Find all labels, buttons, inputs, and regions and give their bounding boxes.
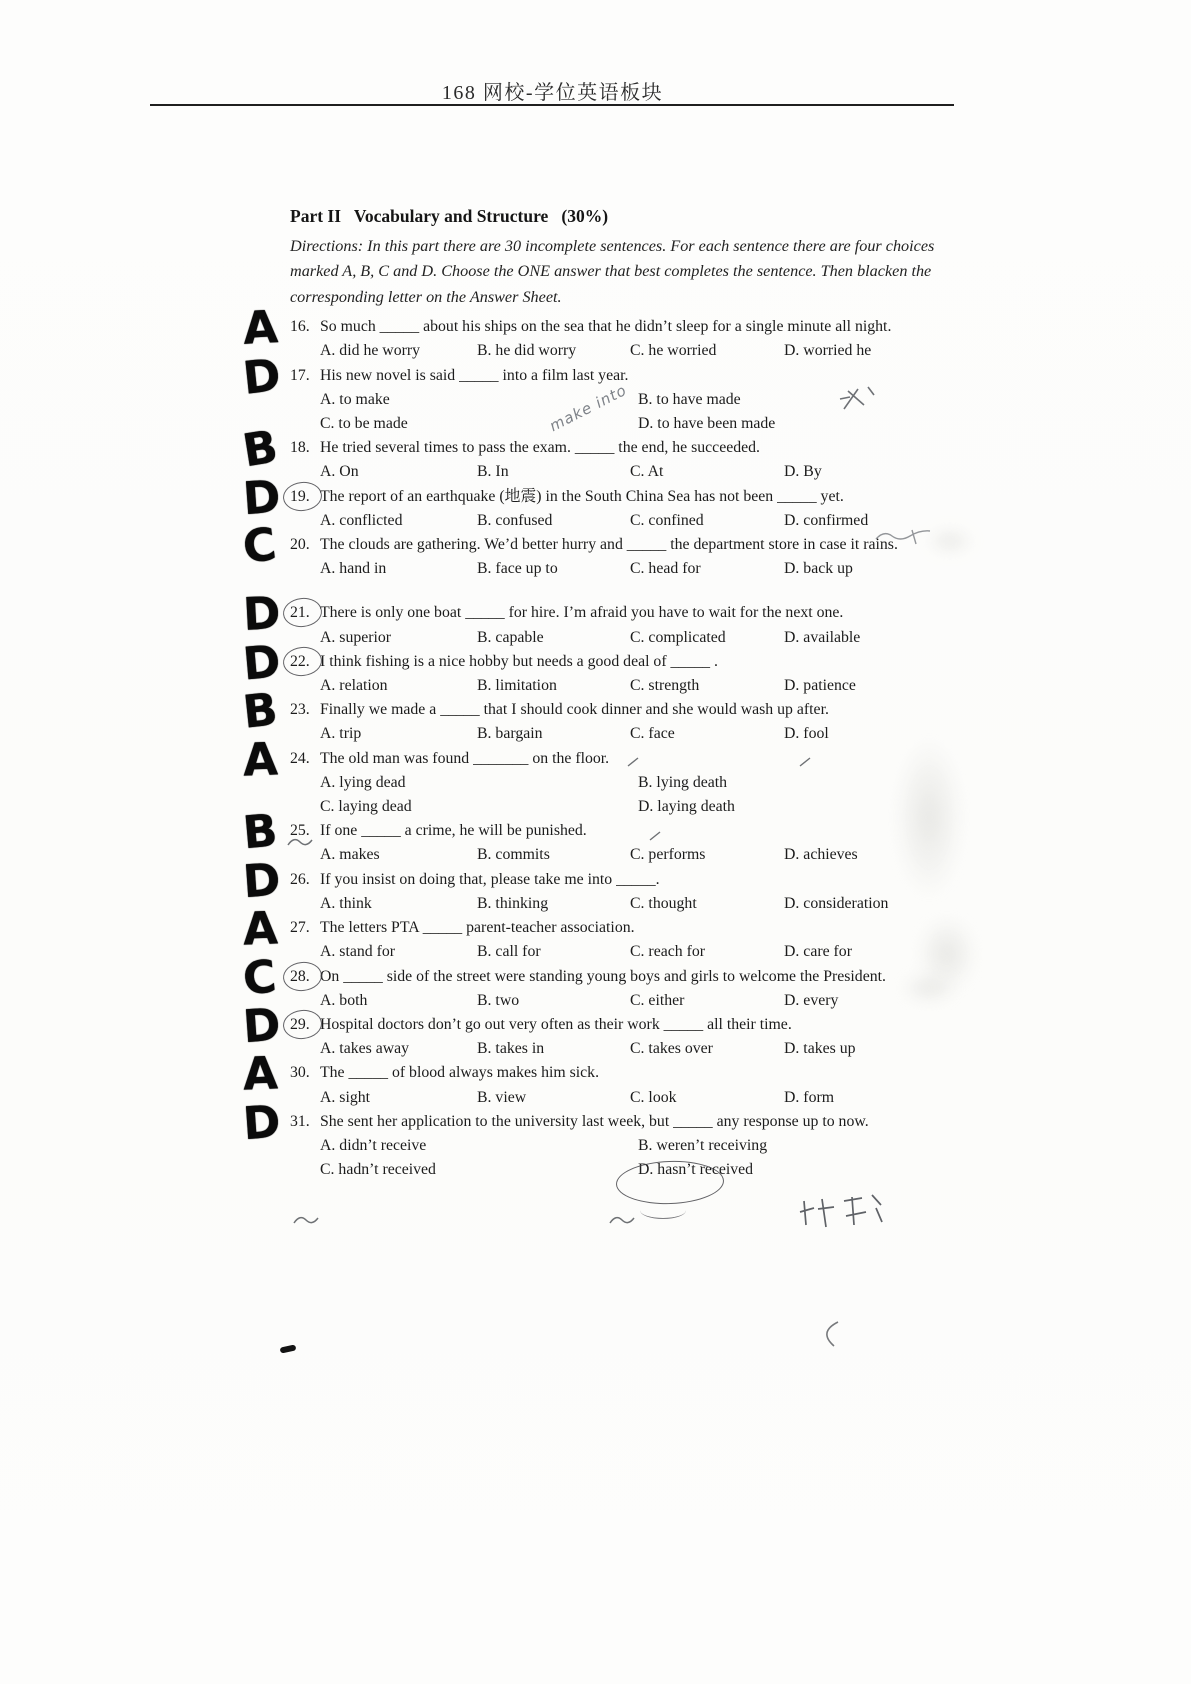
question-line xyxy=(290,868,952,892)
options xyxy=(290,771,952,819)
handwritten-answer-letter: A xyxy=(241,300,280,356)
question-text: Finally we made a _____ that I should cook dinner and she would wash up after. xyxy=(320,701,829,719)
option: D. worried he xyxy=(784,342,872,360)
option: C. laying dead xyxy=(320,798,412,816)
option: B. weren’t receiving xyxy=(638,1136,768,1154)
option: A. takes away xyxy=(320,1040,410,1058)
question-number: 19. xyxy=(290,485,320,509)
question-number: 24. xyxy=(290,749,310,767)
option: D. patience xyxy=(784,677,856,695)
question-line xyxy=(290,436,952,460)
pen-accent-mark-icon xyxy=(626,756,640,768)
question-number: 22. xyxy=(290,650,320,674)
options xyxy=(290,1086,952,1110)
pen-arc-mark-icon xyxy=(814,1318,846,1350)
option: A. didn’t receive xyxy=(320,1136,427,1154)
section-directions: Directions: In this part there are 30 incomplete sentences. For each sentence there are four choices marked A, B, C and D. Choose the ONE answer that best completes the sentence. Then blacken the corresponding letter on the Answer Sheet. xyxy=(290,237,935,306)
option: D. to have been made xyxy=(638,415,776,433)
option: B. capable xyxy=(477,628,544,646)
question-line xyxy=(290,819,952,843)
options xyxy=(290,940,952,964)
option: C. he worried xyxy=(630,342,717,360)
pen-accent-mark-icon xyxy=(798,756,812,768)
option: B. lying death xyxy=(638,773,728,791)
pen-scribble-icon xyxy=(838,383,882,417)
handwritten-answer-letter: C xyxy=(240,948,279,1006)
options xyxy=(290,722,952,746)
option: D. every xyxy=(784,991,839,1009)
question-line xyxy=(290,601,952,625)
option: B. bargain xyxy=(477,725,543,743)
question-number: 28. xyxy=(290,965,320,989)
handwritten-answer-letter: B xyxy=(240,682,280,739)
question-number: 17. xyxy=(290,366,310,384)
handwritten-answer-letter: B xyxy=(240,803,280,860)
question-list xyxy=(239,300,952,1182)
option: A. makes xyxy=(320,846,380,864)
option: B. confused xyxy=(477,511,553,529)
question-text: He tried several times to pass the exam. _____ the end, he succeeded. xyxy=(320,439,760,457)
option: B. to have made xyxy=(638,390,741,408)
handwritten-answer-letter: D xyxy=(241,469,283,525)
question-text: She sent her application to the university last week, but _____ any response up to now. xyxy=(320,1112,869,1130)
question-number: 31. xyxy=(290,1112,310,1130)
option: A. lying dead xyxy=(320,773,406,791)
question-number: 26. xyxy=(290,870,310,888)
question-text: So much _____ about his ships on the sea that he didn’t sleep for a single minute all night. xyxy=(320,318,892,336)
question-text: If you insist on doing that, please take me into _____. xyxy=(320,870,660,888)
option: B. he did worry xyxy=(477,342,577,360)
question-text: The _____ of blood always makes him sick. xyxy=(320,1064,600,1082)
option: B. limitation xyxy=(477,677,557,695)
exam-content xyxy=(239,206,952,1182)
question-number: 27. xyxy=(290,919,310,937)
option: A. both xyxy=(320,991,368,1009)
option: C. thought xyxy=(630,894,697,912)
option: C. performs xyxy=(630,846,706,864)
option: A. conflicted xyxy=(320,511,403,529)
scan-smudge xyxy=(900,972,958,1004)
option: D. By xyxy=(784,463,822,481)
option: C. confined xyxy=(630,511,704,529)
options xyxy=(290,892,952,916)
pen-accent-mark-icon xyxy=(648,830,662,842)
options xyxy=(290,843,952,867)
section-title: Part II Vocabulary and Structure (30%) xyxy=(290,206,609,226)
options xyxy=(290,1037,952,1061)
question-text: The old man was found _______ on the floor. xyxy=(320,749,610,767)
pen-scribble-chinese-note-icon xyxy=(792,1192,888,1248)
option: A. think xyxy=(320,894,372,912)
option: B. face up to xyxy=(477,560,558,578)
question-item xyxy=(241,300,952,363)
option: A. sight xyxy=(320,1088,371,1106)
options xyxy=(290,460,952,484)
option: D. care for xyxy=(784,943,852,961)
option: D. confirmed xyxy=(784,511,869,529)
question-number: 18. xyxy=(290,439,310,457)
question-line xyxy=(290,650,952,674)
option: A. stand for xyxy=(320,943,396,961)
option: B. In xyxy=(477,463,509,481)
handwritten-answer-letter: D xyxy=(241,852,283,908)
option: C. look xyxy=(630,1088,677,1106)
pen-circle-tail xyxy=(640,1202,686,1219)
header-divider-line xyxy=(150,104,954,106)
options xyxy=(290,557,952,581)
options xyxy=(290,339,952,363)
question-number: 21. xyxy=(290,601,320,625)
question-text: The report of an earthquake (地震) in the South China Sea has not been _____ yet. xyxy=(320,487,844,505)
question-number: 25. xyxy=(290,822,310,840)
options xyxy=(290,509,952,533)
question-item xyxy=(241,586,952,649)
option: C. to be made xyxy=(320,415,408,433)
option: C. complicated xyxy=(630,628,726,646)
option: D. back up xyxy=(784,560,853,578)
option: C. At xyxy=(630,463,664,481)
option: A. superior xyxy=(320,628,392,646)
option: D. consideration xyxy=(784,894,889,912)
scan-smudge xyxy=(893,735,965,900)
question-text: The clouds are gathering. We’d better hurry and _____ the department store in case it rains. xyxy=(320,536,898,554)
pen-tilde-mark-icon xyxy=(608,1214,638,1228)
question-line xyxy=(290,1110,952,1134)
option: A. trip xyxy=(320,725,362,743)
question-text: The letters PTA _____ parent-teacher association. xyxy=(320,919,635,937)
question-number: 23. xyxy=(290,701,310,719)
option: D. form xyxy=(784,1088,835,1106)
question-line xyxy=(290,485,952,509)
question-text: His new novel is said _____ into a film last year. xyxy=(320,366,629,384)
question-text: There is only one boat _____ for hire. I’m afraid you have to wait for the next one. xyxy=(320,604,844,622)
option: D. available xyxy=(784,628,861,646)
option: D. laying death xyxy=(638,798,735,816)
pen-tilde-mark-icon xyxy=(292,1214,322,1228)
option: A. On xyxy=(320,463,359,481)
option: D. takes up xyxy=(784,1040,856,1058)
option: B. two xyxy=(477,991,520,1009)
question-line xyxy=(290,698,952,722)
question-text: If one _____ a crime, he will be punished. xyxy=(320,822,587,840)
option: B. commits xyxy=(477,846,550,864)
pen-tilde-mark-icon xyxy=(286,836,316,850)
options xyxy=(290,626,952,650)
question-number: 29. xyxy=(290,1013,320,1037)
question-text: On _____ side of the street were standing young boys and girls to welcome the President. xyxy=(320,967,886,985)
question-number: 16. xyxy=(290,318,310,336)
question-line xyxy=(290,533,952,557)
handwritten-answer-letter: D xyxy=(240,634,283,691)
question-text: I think fishing is a nice hobby but needs a good deal of _____ . xyxy=(320,652,718,670)
handwritten-answer-letter: C xyxy=(239,517,280,574)
handwritten-answer-letter: A xyxy=(242,1046,279,1101)
question-line xyxy=(290,1013,952,1037)
option: B. thinking xyxy=(477,894,549,912)
question-line xyxy=(290,315,952,339)
option: C. hadn’t received xyxy=(320,1161,436,1179)
page-header-title: 168 网校-学位英语板块 xyxy=(441,82,664,104)
option: A. to make xyxy=(320,390,390,408)
option: B. call for xyxy=(477,943,541,961)
option: A. did he worry xyxy=(320,342,421,360)
question-line xyxy=(290,1061,952,1085)
option: D. achieves xyxy=(784,846,858,864)
options xyxy=(290,674,952,698)
handwritten-answer-letter: A xyxy=(242,901,279,956)
options xyxy=(290,989,952,1013)
pen-dash-mark xyxy=(280,1344,297,1353)
question-line xyxy=(290,747,952,771)
option: C. face xyxy=(630,725,675,743)
question-number: 20. xyxy=(290,536,310,554)
question-number: 30. xyxy=(290,1064,310,1082)
handwritten-answer-letter: D xyxy=(241,997,283,1054)
handwritten-answer-letter: A xyxy=(242,732,279,787)
option: D. fool xyxy=(784,725,829,743)
question-line xyxy=(290,965,952,989)
handwritten-answer-letter: D xyxy=(241,1094,283,1150)
option: A. hand in xyxy=(320,560,387,578)
option: C. either xyxy=(630,991,685,1009)
option: B. takes in xyxy=(477,1040,545,1058)
question-line xyxy=(290,916,952,940)
handwritten-answer-letter: D xyxy=(241,586,282,642)
option: C. head for xyxy=(630,560,701,578)
option: C. takes over xyxy=(630,1040,713,1058)
option: C. strength xyxy=(630,677,700,695)
handwritten-answer-letter: B xyxy=(239,419,282,478)
handwritten-answer-letter: D xyxy=(240,347,284,405)
scan-smudge xyxy=(925,527,975,555)
option: D. hasn’t received xyxy=(638,1161,754,1179)
handwritten-note-make-into: make into xyxy=(546,380,630,436)
option: B. view xyxy=(477,1088,527,1106)
option: C. reach for xyxy=(630,943,705,961)
question-text: Hospital doctors don’t go out very often as their work _____ all their time. xyxy=(320,1015,792,1033)
option: A. relation xyxy=(320,677,388,695)
